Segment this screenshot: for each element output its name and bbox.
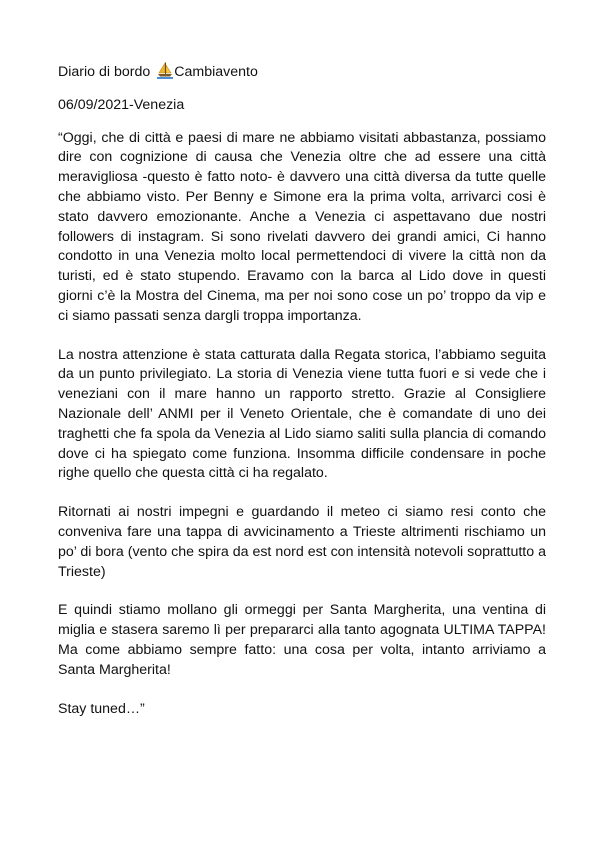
paragraph-santa-margherita: E quindi stiamo mollano gli ormeggi per Santa Margherita, una ventina di miglia e stasera saremo lì per prepararci alla tanto agognata ULTIMA TAPPA! Ma come abbiamo sempre fatto: una cosa per volta, intanto arriviamo a Santa Margherita! (58, 602, 546, 678)
title-suffix: Cambiavento (174, 64, 258, 80)
document-title (58, 62, 546, 83)
paragraph-regata: La nostra attenzione è stata catturata dalla Regata storica, l’abbiamo seguita da un punto privilegiato. La storia di Venezia viene tutta fuori e si vede che i veneziani con il mare hanno un rapporto stretto. Grazie al Consigliere Nazionale dell’ ANMI per il Veneto Orientale, che è comandate di uno dei traghetti che fa spola da Venezia al Lido siamo saliti sulla plancia di comando dove ci ha spiegato come funziona. Insomma difficile condensare in poche righe quello che questa città ci ha regalato. (58, 346, 546, 482)
date-location: 06/09/2021-Venezia (58, 96, 185, 113)
document-page (58, 62, 546, 719)
sailboat-icon (157, 62, 173, 79)
paragraph-meteo: Ritornati ai nostri impegni e guardando il meteo ci siamo resi conto che conveniva fare una tappa di avvicinamento a Trieste altrimenti rischiamo un po’ di bora (vento che spira da est nord est con intensità notevoli soprattutto a Trieste) (58, 504, 546, 580)
paragraph-venezia: “Oggi, che di città e paesi di mare ne abbiamo visitati abbastanza, possiamo dire con cognizione di causa che Venezia oltre che ad essere una città meravigliosa -questo è fatto noto- è davvero una città diversa da tutte quelle che abbiamo visto. Per Benny e Simone era la prima volta, arrivarci cosi è stato davvero emozionante. Anche a Venezia ci aspettavano due nostri followers di instagram. Si sono rivelati davvero dei grandi amici, Ci hanno condotto in una Venezia molto local permettendoci di vivere la città non da turisti, ed è stato stupendo. Eravamo con la barca al Lido dove in questi giorni c’è la Mostra del Cinema, ma per noi sono cose un po’ troppo da vip e ci siamo passati senza dargli troppa importanza. (58, 129, 546, 324)
closing-line: Stay tuned…” (58, 700, 145, 717)
title-prefix: Diario di bordo (58, 64, 151, 80)
